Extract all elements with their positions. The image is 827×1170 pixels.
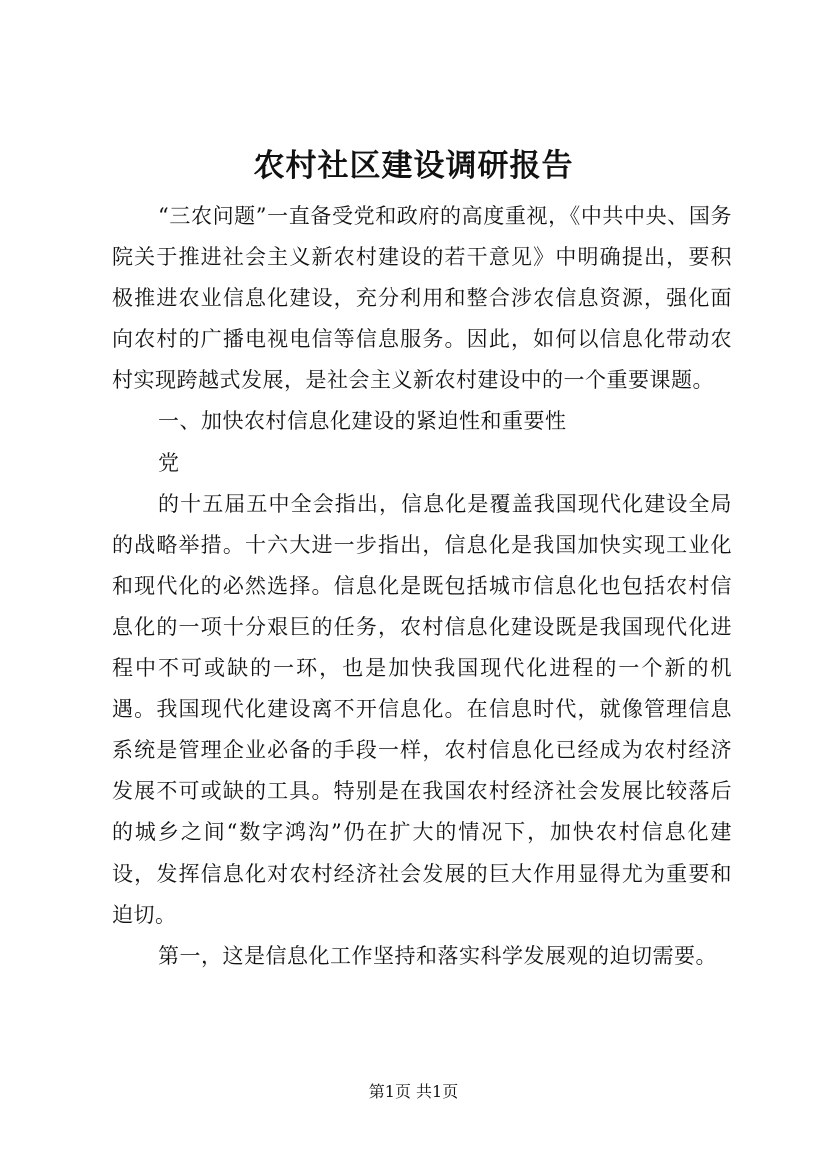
- paragraph-main: 的十五届五中全会指出，信息化是覆盖我国现代化建设全局的战略举措。十六大进一步指出，信息化是我国加快实现工业化和现代化的必然选择。信息化是既包括城市信息化也包括农村信息化的一项十分艰巨的任务，农村信息化建设既是我国现代化进程中不可或缺的一环，也是加快我国现代化进程的一个新的机遇。我国现代化建设离不开信息化。在信息时代，就像管理信息系统是管理企业必备的手段一样，农村信息化已经成为农村经济发展不可或缺的工具。特别是在我国农村经济社会发展比较落后的城乡之间“数字鸿沟”仍在扩大的情况下，加快农村信息化建设，发挥信息化对农村经济社会发展的巨大作用显得尤为重要和迫切。: [112, 491, 732, 927]
- paragraph-first-point: 第一，这是信息化工作坚持和落实科学发展观的迫切需要。: [158, 943, 717, 968]
- paragraph-fragment: 党: [158, 450, 180, 475]
- page-number-footer: 第1页 共1页: [368, 1082, 459, 1101]
- document-title: 农村社区建设调研报告: [253, 148, 574, 184]
- paragraph-intro: “三农问题”一直备受党和政府的高度重视，《中共中央、国务院关于推进社会主义新农村建设的若干意见》中明确提出，要积极推进农业信息化建设，充分利用和整合涉农信息资源，强化面向农村的广播电视电信等信息服务。因此，如何以信息化带动农村实现跨越式发展，是社会主义新农村建设中的一个重要课题。: [112, 204, 732, 393]
- document-body: [112, 196, 732, 977]
- section-heading: 一、加快农村信息化建设的紧迫性和重要性: [158, 409, 567, 434]
